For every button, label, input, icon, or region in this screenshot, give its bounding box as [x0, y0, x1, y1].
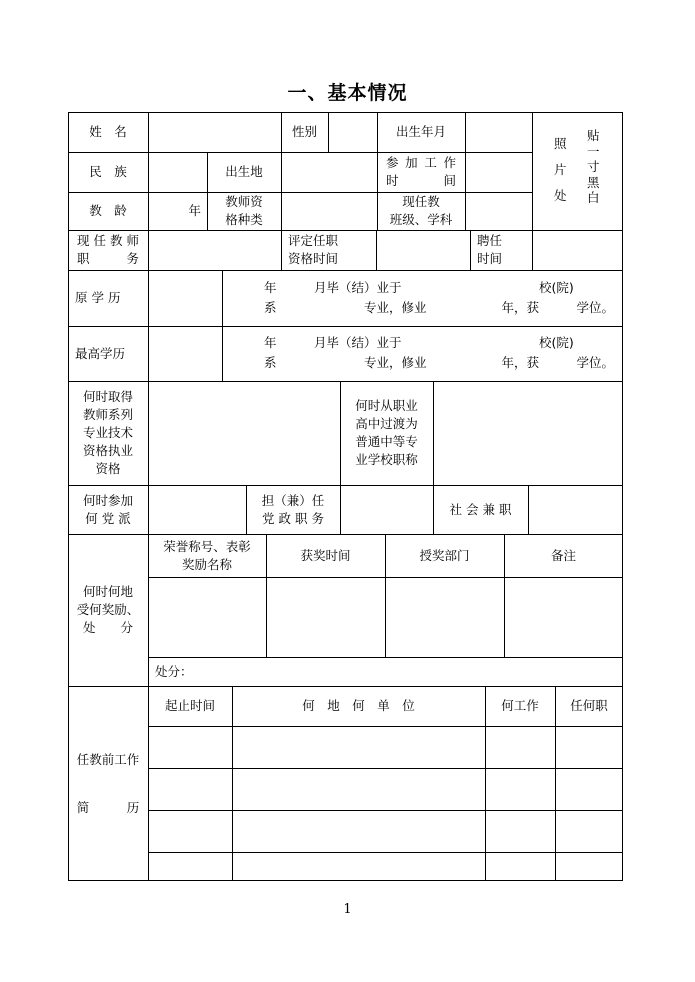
party-post-label: 担（兼）任 党 政 职 务: [261, 492, 325, 526]
resume-period-header: 起止时间: [164, 698, 215, 713]
resume-work-header: 何工作: [501, 698, 539, 713]
name-field[interactable]: [148, 112, 281, 152]
seniority-label: 教 龄: [89, 203, 127, 218]
birthplace-field[interactable]: [281, 152, 377, 192]
certification-time-label: 何时取得 教师系列 专业技术 资格执业 资格: [82, 389, 133, 476]
award-time-header: 获奖时间: [300, 547, 351, 563]
resume-row[interactable]: [148, 768, 623, 810]
birth-date-label: 出生年月: [395, 124, 446, 139]
original-education-field[interactable]: [148, 270, 222, 326]
award-time-field[interactable]: [266, 577, 385, 657]
photo-area[interactable]: [532, 112, 623, 230]
seniority-year[interactable]: 年: [188, 203, 201, 218]
vocational-transition-field[interactable]: [433, 381, 623, 485]
highest-education-detail[interactable]: 年 月毕（结）业于 校(院) 系 专业，修业 年，获 学位。: [264, 335, 615, 370]
photo-char: 白: [587, 190, 600, 205]
work-start-field[interactable]: [465, 152, 532, 192]
photo-char: 黑: [587, 174, 600, 190]
resume-label: 任教前工作 简 历: [76, 751, 140, 815]
work-start-label: 参加工作 时 间: [386, 155, 456, 188]
award-note-field[interactable]: [504, 577, 623, 657]
name-label: 姓 名: [89, 124, 127, 139]
page-number: 1: [343, 902, 352, 917]
gender-label: 性别: [291, 124, 317, 139]
highest-education-label: 最高学历: [75, 345, 126, 361]
highest-education-field[interactable]: [148, 326, 222, 381]
party-join-label: 何时参加 何 党 派: [82, 492, 133, 526]
ethnicity-label: 民 族: [89, 164, 127, 179]
certification-time-field[interactable]: [148, 381, 340, 485]
current-class-subject-label: 现任教 班级、学科: [389, 194, 453, 227]
hire-time-label: 聘任 时间: [477, 233, 503, 266]
award-name-header: 荣誉称号、表彰 奖励名称: [163, 538, 251, 572]
resume-position-header: 任何职: [570, 698, 608, 713]
gender-field[interactable]: [328, 112, 377, 152]
birthplace-label: 出生地: [225, 164, 263, 179]
resume-row[interactable]: [148, 810, 623, 852]
award-department-field[interactable]: [385, 577, 504, 657]
punishment-field[interactable]: 处分：: [155, 663, 193, 679]
social-position-label: 社 会 兼 职: [449, 501, 512, 517]
evaluation-time-label: 评定任职 资格时间: [288, 233, 339, 266]
photo-char: 处: [554, 188, 567, 203]
qualification-type-label: 教师资 格种类: [225, 194, 263, 227]
original-education-detail[interactable]: 年 月毕（结）业于 校(院) 系 专业，修业 年，获 学位。: [264, 280, 615, 315]
photo-char: 贴: [587, 128, 600, 143]
vocational-transition-label: 何时从职业 高中过渡为 普通中等专 业学校职称: [355, 398, 418, 467]
photo-char: 片: [554, 162, 567, 177]
award-name-field[interactable]: [148, 577, 266, 657]
current-title-field[interactable]: [148, 230, 281, 270]
current-title-label: 现任教师 职 务: [77, 233, 139, 266]
photo-char: 寸: [587, 159, 600, 174]
resume-row[interactable]: [148, 726, 623, 768]
award-note-header: 备注: [550, 547, 576, 563]
resume-unit-header: 何 地 何 单 位: [302, 698, 415, 713]
photo-char: 一: [587, 143, 600, 159]
evaluation-time-field[interactable]: [376, 230, 470, 270]
award-department-header: 授奖部门: [419, 547, 470, 563]
resume-row[interactable]: [148, 852, 623, 881]
party-join-field[interactable]: [148, 485, 246, 534]
page-title: 一、基本情况: [287, 82, 408, 104]
current-class-subject-field[interactable]: [465, 192, 532, 230]
qualification-type-field[interactable]: [281, 192, 377, 230]
hire-time-field[interactable]: [532, 230, 623, 270]
social-position-field[interactable]: [528, 485, 623, 534]
ethnicity-field[interactable]: [148, 152, 207, 192]
original-education-label: 原 学 历: [75, 290, 121, 305]
birth-date-field[interactable]: [465, 112, 532, 152]
awards-label: 何时何地 受何奖励、 处 分: [76, 584, 140, 635]
photo-char: 照: [554, 136, 567, 151]
party-post-field[interactable]: [340, 485, 433, 534]
